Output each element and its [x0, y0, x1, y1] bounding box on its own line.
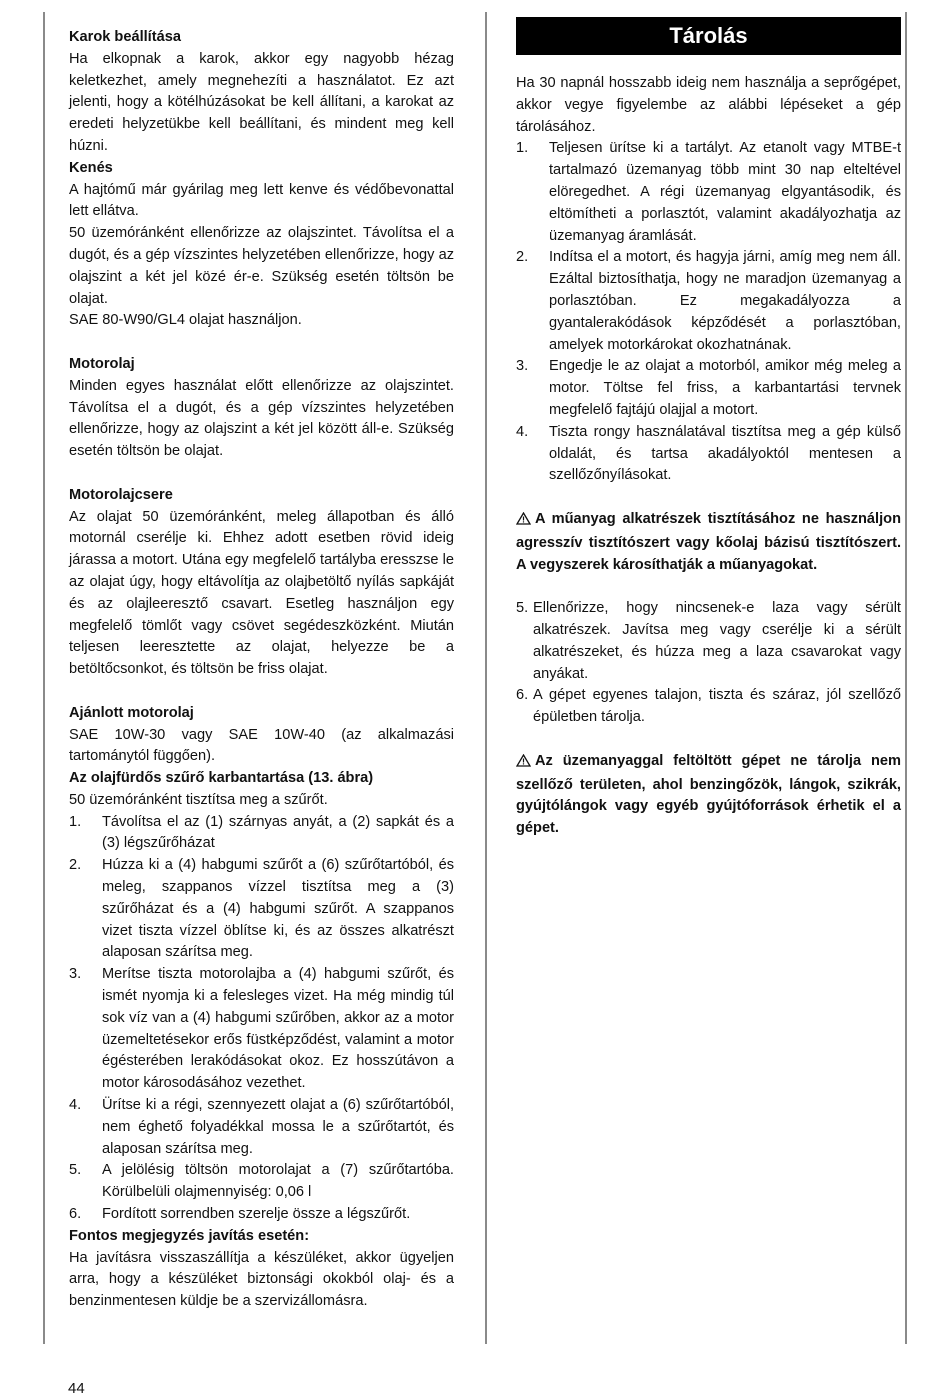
tarolas-steps-list [516, 138, 901, 487]
warning-triangle-icon [516, 511, 531, 533]
list-item: 5. A jelölésig töltsön motorolajat a (7) szűrőtartóba. Körülbelüli olajmennyiség: 0,06 l [69, 1162, 454, 1201]
motorolajcsere-text: Az olajat 50 üzemóránként, meleg állapotban és álló motornál cserélje ki. Ehhez adott esetben rövid ideig járassa a motort. Utána egy megfelelő tartályba eresszse le az olajat úgy, hogy eltávolítja az olajbetöltő nyílás sapkáját és az olajleeresztő csavart. Esetleg használjon egy megfelelő tömlőt vagy csövet segédeszközként. Miután teljesen leeresztette az olajat, helyezze be a betöltőcsonkot, és töltsön be friss olajat. [69, 508, 454, 678]
karok-text: Ha elkopnak a karok, akkor egy nagyobb hézag keletkezhet, amely megnehezíti a használatot. Ez azt jelenti, hogy a kötélhúzásokat be kell állítani, a karokat az eredeti helyzetükbe kell beállítani, és mindent meg kell húzni. [69, 50, 454, 154]
fontos-text: Ha javításra visszaszállítja a készüléket, akkor ügyeljen arra, hogy a készüléket biztonsági okokból olaj- és a benzinmentesen küldje be a szervizállomásra. [69, 1249, 454, 1310]
warning-triangle-icon [516, 753, 531, 775]
szuro-steps-list [69, 812, 454, 1226]
list-item: 5. Ellenőrizze, hogy nincsenek-e laza vagy sérült alkatrészek. Javítsa meg vagy cserélje ki a sérült alkatrészeket, és húzza meg a laza csavarokat vagy anyákat. [516, 600, 901, 682]
section-title-fontos: Fontos megjegyzés javítás esetén: [69, 1227, 310, 1244]
list-item: 1. Távolítsa el az (1) szárnyas anyát, a (2) sapkát és a (3) légszűrőházat [69, 813, 454, 852]
section-title-kenes: Kenés [69, 159, 113, 176]
motorolaj-text: Minden egyes használat előtt ellenőrizze az olajszintet. Távolítsa el a dugót, és a gép vízszintes helyzetében ellenőrizze, hogy az olajszint a két jel között áll-e. Szükség esetén töltsön be olajat. [69, 377, 454, 460]
list-item: 3. Engedje le az olajat a motorból, amikor még meleg a motor. Töltse fel friss, a karbantartási tervnek megfelelő fajtájú olajjal a motort. [516, 358, 901, 418]
list-item: 4. Ürítse ki a régi, szennyezett olajat a (6) szűrőtartóból, nem éghető folyadékkal mossa le a szűrőtartót, és alaposan szárítsa meg. [69, 1097, 454, 1157]
list-item: 6. A gépet egyenes talajon, tiszta és száraz, jól szellőző épületben tárolja. [516, 687, 901, 726]
section-title-motorolajcsere: Motorolajcsere [69, 486, 173, 503]
section-title-karok: Karok beállítása [69, 29, 181, 45]
column-divider-rule [485, 12, 487, 1344]
warning-fuel-storage: Az üzemanyaggal feltöltött gépet ne tárolja nem szellőző területen, ahol benzingőzök, lángok, szikrák, gyújtólángok vagy egyéb gyújtóforrások érhetik el a gépet. [516, 752, 901, 837]
left-column [69, 27, 454, 1313]
kenes-text-1: A hajtómű már gyárilag meg lett kenve és védőbevonattal lett ellátva. [69, 181, 454, 220]
kenes-text-3: SAE 80-W90/GL4 olajat használjon. [69, 312, 302, 329]
tarolas-intro: Ha 30 napnál hosszabb ideig nem használja a seprőgépet, akkor vegye figyelembe az alábbi lépéseket a gép tárolásához. [516, 75, 901, 135]
section-title-szuro: Az olajfürdős szűrő karbantartása (13. ábra) [69, 770, 374, 787]
section-banner-tarolas: Tárolás [516, 17, 901, 55]
tarolas-steps-list-2 [516, 598, 901, 729]
kenes-text-2: 50 üzemóránként ellenőrizze az olajszintet. Távolítsa el a dugót, és a gép vízszintes helyzetében ellenőrizze, hogy az olajszint a két jel közé ér-e. Szükség esetén töltsön be olajat. [69, 225, 454, 307]
list-item: 2. Indítsa el a motort, és hagyja járni, amíg meg nem áll. Ezáltal biztosíthatja, hogy ne maradjon üzemanyag a porlasztóban. Ez megakadályozza a gyantalerakódások képződését a porlasztóban, amelyek motorkárokat okozhatnának. [516, 249, 901, 353]
right-column [516, 23, 901, 840]
list-item: 1. Teljesen ürítse ki a tartályt. Az etanolt vagy MTBE-t tartalmazó üzemanyag több mint 30 nap elteltével elöregedhet. A régi üzemanyag elgyantásodik, és eltömítheti a porlasztót, valamint akadályozhatja az üzemanyag áramlását. [516, 140, 901, 244]
section-title-ajanlott: Ajánlott motorolaj [69, 704, 194, 721]
section-title-motorolaj: Motorolaj [69, 355, 135, 372]
list-item: 6. Fordított sorrendben szerelje össze a légszűrőt. [69, 1206, 411, 1223]
ajanlott-text: SAE 10W-30 vagy SAE 10W-40 (az alkalmazási tartománytól függően). [69, 726, 454, 765]
warning-plastic-cleaning: A műanyag alkatrészek tisztításához ne használjon agresszív tisztítószert vagy kőolaj bázisú tisztítószert. A vegyszerek károsíthatják a műanyagokat. [516, 510, 901, 573]
left-margin-rule [43, 12, 45, 1344]
szuro-text: 50 üzemóránként tisztítsa meg a szűrőt. [69, 791, 328, 808]
list-item: 4. Tiszta rongy használatával tisztítsa meg a gép külső oldalát, és tartsa akadályoktól mentesen a szellőzőnyílásokat. [516, 423, 901, 484]
right-margin-rule [905, 12, 907, 1344]
page-number: 44 [68, 1380, 85, 1397]
list-item: 2. Húzza ki a (4) habgumi szűrőt a (6) szűrőtartóból, és meleg, szappanos vízzel tisztítsa meg a (3) szűrőházat és a (4) habgumi szűrőt. A szappanos vizet tiszta vízzel öblítse ki, és az összes alkatrészt alaposan szárítsa meg. [69, 857, 454, 961]
list-item: 3. Merítse tiszta motorolajba a (4) habgumi szűrőt, és ismét nyomja ki a felesleges vizet. Ha még mindig túl sok víz van a (4) habgumi szűrőben, akkor az a motor üzemeltetésekor erős füstképződést, valamint a motor égésterében lerakódásokat okoz. Ez hosszútávon a motor károsodásához vezethet. [69, 966, 454, 1092]
